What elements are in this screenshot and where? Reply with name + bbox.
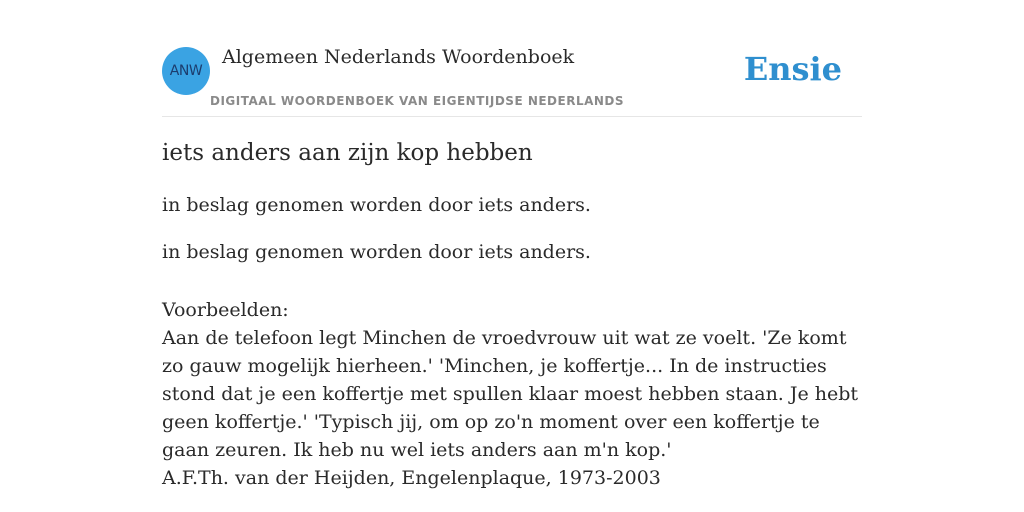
ensie-brand-link[interactable]: Ensie [743, 50, 842, 88]
logo-text: ANW [169, 63, 203, 79]
dictionary-subtitle: DIGITAAL WOORDENBOEK VAN EIGENTIJDSE NEDERLANDS [210, 94, 625, 108]
entry-term: iets anders aan zijn kop hebben [162, 140, 533, 166]
anw-logo[interactable] [162, 47, 210, 95]
header [162, 0, 862, 117]
page-container [162, 0, 862, 489]
examples-section [162, 296, 862, 492]
dictionary-title: Algemeen Nederlands Woordenboek [222, 46, 575, 68]
examples-label: Voorbeelden: [162, 299, 289, 321]
definition-1: in beslag genomen worden door iets anders. [162, 194, 591, 216]
example-source: A.F.Th. van der Heijden, Engelenplaque, 1973-2003 [162, 467, 661, 489]
example-quote: Aan de telefoon legt Minchen de vroedvrouw uit wat ze voelt. 'Ze komt zo gauw mogelijk hierheen.' 'Minchen, je koffertje... In de instructies stond dat je een koffertje met spullen klaar moest hebben staan. Je hebt geen koffertje.' 'Typisch jij, om op zo'n moment over een koffertje te gaan zeuren. Ik heb nu wel iets anders aan m'n kop.' [162, 327, 859, 461]
definition-2: in beslag genomen worden door iets anders. [162, 241, 591, 263]
